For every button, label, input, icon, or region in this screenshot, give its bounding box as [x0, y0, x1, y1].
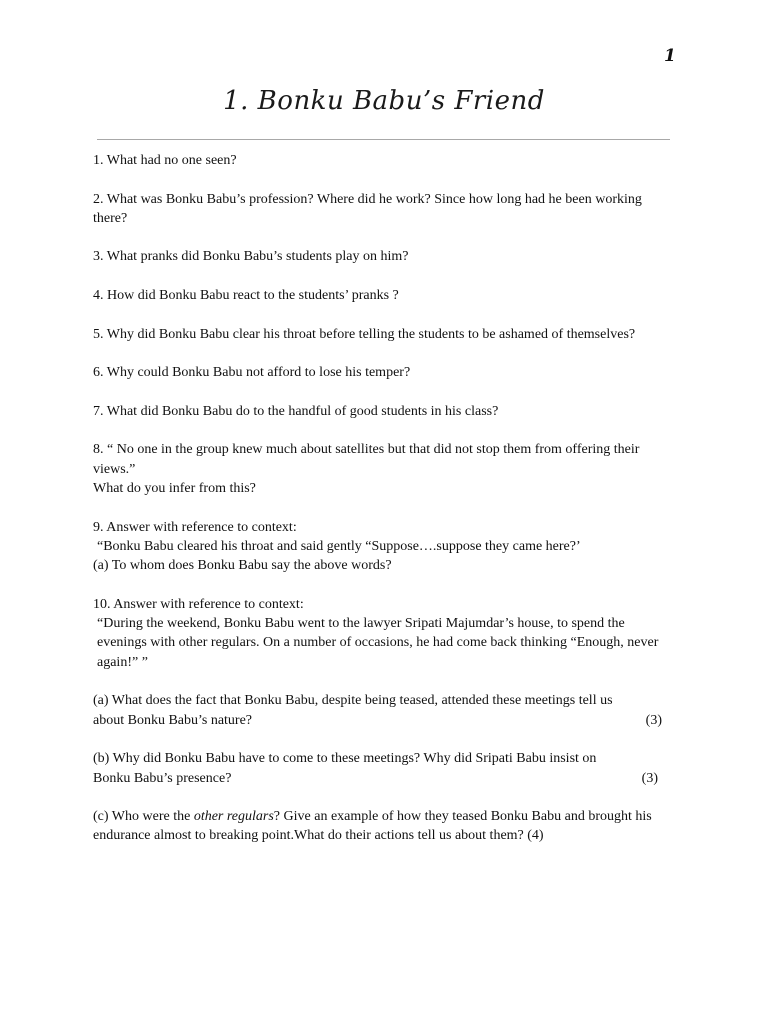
- question-10-part-a-line2: about Bonku Babu’s nature?: [93, 712, 253, 728]
- question-5: 5. Why did Bonku Babu clear his throat before telling the students to be ashamed of themselves?: [93, 326, 636, 342]
- question-10-part-c-rest: ? Give an example of how they teased Bonku Babu and brought his endurance almost to breaking point.What do their actions tell us about them? (4): [93, 809, 652, 844]
- question-8-quote: 8. “ No one in the group knew much about satellites but that did not stop them from offering their views.”: [93, 442, 640, 477]
- question-9-quote: “Bonku Babu cleared his throat and said gently “Suppose….suppose they came here?’: [97, 538, 581, 554]
- question-3: 3. What pranks did Bonku Babu’s students play on him?: [93, 249, 409, 265]
- question-9-intro: 9. Answer with reference to context:: [93, 519, 297, 535]
- page-number: 1: [664, 46, 676, 66]
- question-10-part-c-emphasis: other regulars: [193, 809, 274, 825]
- question-10: [93, 595, 670, 672]
- question-10-part-b-line2: Bonku Babu’s presence?: [93, 770, 232, 786]
- question-1: 1. What had no one seen?: [93, 153, 237, 168]
- question-10-part-a: [93, 691, 670, 730]
- page-title: 1. Bonku Babu’s Friend: [223, 86, 545, 116]
- marks-label: (3): [645, 712, 662, 728]
- question-10-part-a-line1: (a) What does the fact that Bonku Babu, despite being teased, attended these meetings tell us: [93, 693, 613, 709]
- question-list: [93, 151, 670, 846]
- question-8: [93, 440, 670, 498]
- question-2: 2. What was Bonku Babu’s profession? Where did he work? Since how long had he been working there?: [93, 191, 642, 226]
- question-10-quote: “During the weekend, Bonku Babu went to the lawyer Sripati Majumdar’s house, to spend the evenings with other regulars. On a number of occasions, he had come back thinking “Enough, never again!” ”: [97, 616, 659, 670]
- question-8-prompt: What do you infer from this?: [93, 481, 256, 497]
- question-10-part-a-line2-row: [93, 711, 670, 730]
- question-4: 4. How did Bonku Babu react to the students’ pranks ?: [93, 288, 399, 304]
- question-10-part-b: [93, 749, 670, 788]
- title-divider: [97, 139, 670, 140]
- question-10-intro: 10. Answer with reference to context:: [93, 596, 304, 612]
- question-9-part-a: (a) To whom does Bonku Babu say the above words?: [93, 558, 392, 574]
- marks-label: (3): [641, 770, 658, 786]
- question-9: [93, 518, 670, 576]
- question-6: 6. Why could Bonku Babu not afford to lose his temper?: [93, 365, 411, 381]
- question-7: 7. What did Bonku Babu do to the handful of good students in his class?: [93, 403, 499, 419]
- question-10-part-b-line2-row: [93, 769, 670, 788]
- question-10-part-b-line1: (b) Why did Bonku Babu have to come to these meetings? Why did Sripati Babu insist on: [93, 751, 597, 767]
- question-10-part-c: [93, 807, 670, 846]
- question-10-part-c-prefix: (c) Who were the: [93, 809, 194, 825]
